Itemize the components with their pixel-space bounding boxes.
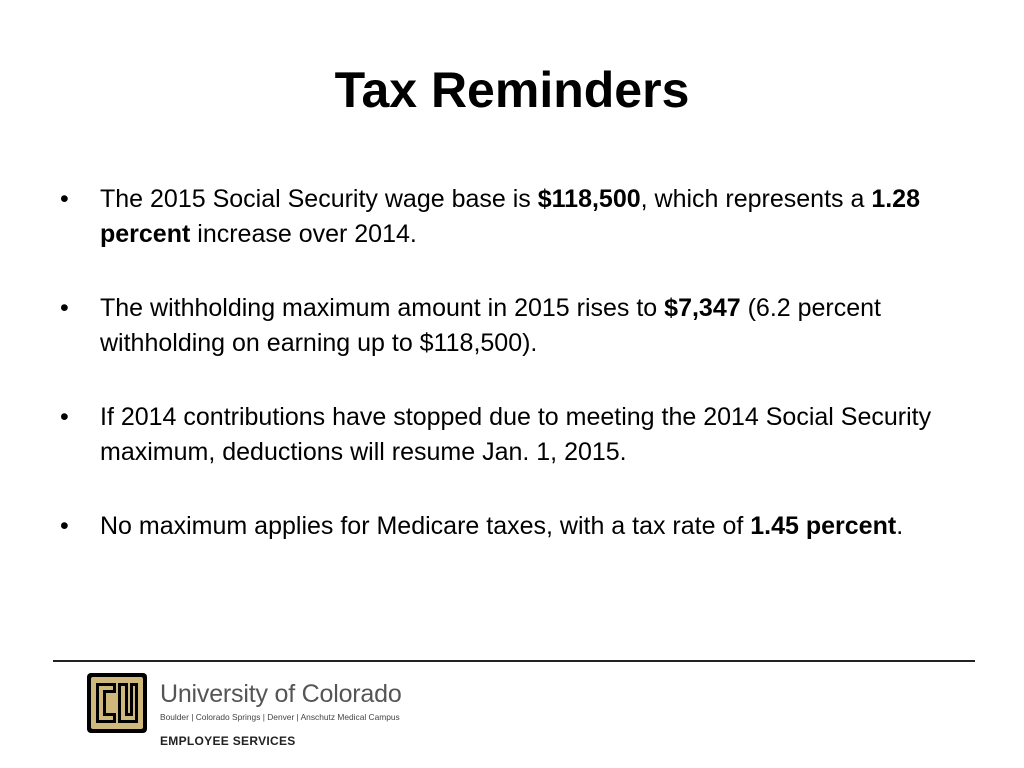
bullet-text-segment: , which represents a: [640, 185, 872, 213]
bullet-marker: •: [60, 294, 69, 322]
bullet-text: [100, 185, 920, 248]
bullet-marker: •: [60, 403, 69, 431]
cu-logo-icon: [86, 672, 148, 734]
bullet-text-segment: The withholding maximum amount in 2015 rises to: [100, 294, 665, 322]
bullet-list: [55, 182, 955, 583]
bullet-text-segment: If 2014 contributions have stopped due to meeting the 2014 Social Security maximum, deductions will resume Jan. 1, 2015.: [100, 403, 932, 466]
department-label: EMPLOYEE SERVICES: [160, 734, 296, 748]
bullet-text: [100, 403, 931, 466]
bullet-text: [100, 294, 881, 357]
bullet-text-emphasis: $7,347: [664, 294, 741, 322]
bullet-item-medicare: [55, 509, 955, 544]
university-name: University of Colorado: [160, 680, 402, 708]
bullet-text-emphasis: 1.45 percent: [750, 512, 897, 540]
bullet-marker: •: [60, 512, 69, 540]
university-logo: [86, 672, 426, 752]
campus-list: Boulder | Colorado Springs | Denver | Anschutz Medical Campus: [160, 712, 400, 722]
bullet-marker: •: [60, 185, 69, 213]
bullet-item-withholding-max: [55, 291, 955, 361]
bullet-item-contributions-resume: [55, 400, 955, 470]
bullet-text-segment: (6.2 percent withholding on earning up to $118,500).: [100, 294, 881, 357]
bullet-text-segment: No maximum applies for Medicare taxes, with a tax rate of: [100, 512, 751, 540]
bullet-text-segment: The 2015 Social Security wage base is: [100, 185, 538, 213]
slide-title: Tax Reminders: [334, 62, 690, 118]
bullet-item-wage-base: [55, 182, 955, 252]
bullet-text-emphasis: 1.28 percent: [100, 185, 920, 248]
bullet-text-segment: increase over 2014.: [190, 220, 417, 248]
bullet-text-emphasis: $118,500: [537, 185, 641, 213]
bullet-text: [100, 512, 903, 540]
footer-divider: [53, 660, 975, 662]
bullet-text-segment: .: [896, 512, 904, 540]
